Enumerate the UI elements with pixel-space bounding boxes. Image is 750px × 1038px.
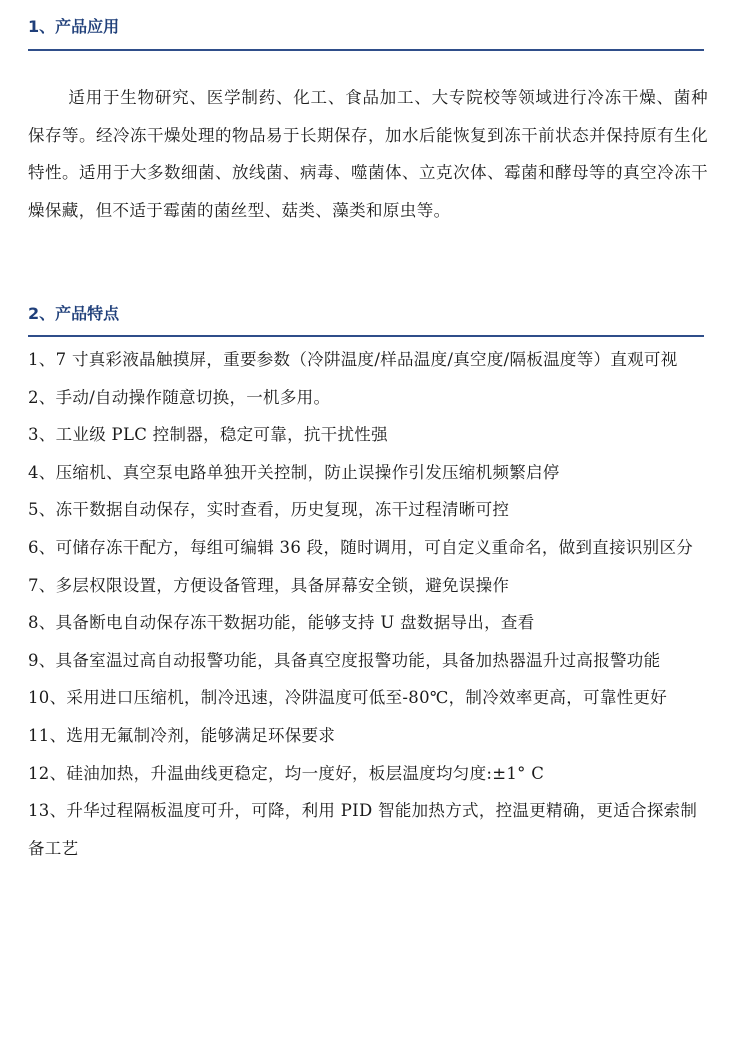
list-item: 8、具备断电自动保存冻干数据功能，能够支持 U 盘数据导出，查看 [28,613,535,633]
list-item: 11、选用无氟制冷剂，能够满足环保要求 [28,725,336,745]
list-item: 10、采用进口压缩机，制冷迅速，冷阱温度可低至-80℃，制冷效率更高，可靠性更好 [28,688,668,708]
section-divider [28,335,704,337]
list-item: 9、具备室温过高自动报警功能，具备真空度报警功能，具备加热器温升过高报警功能 [28,650,661,670]
application-text: 适用于生物研究、医学制药、化工、食品加工、大专院校等领域进行冷冻干燥、菌种保存等。经冷冻干燥处理的物品易于长期保存，加水后能恢复到冻干前状态并保持原有生化特性。适用于大多数细菌、放线菌、病毒、噬菌体、立克次体、霉菌和酵母等的真空冷冻干燥保藏，但不适于霉菌的菌丝型、菇类、藻类和原虫等。 [28,88,708,220]
section-heading-features: 2、产品特点 [28,304,120,323]
section-divider [28,49,704,51]
list-item: 4、压缩机、真空泵电路单独开关控制，防止误操作引发压缩机频繁启停 [28,462,560,482]
list-item: 3、工业级 PLC 控制器，稳定可靠，抗干扰性强 [28,425,388,445]
list-item: 1、7 寸真彩液晶触摸屏，重要参数（冷阱温度/样品温度/真空度/隔板温度等）直观可视 [28,350,678,369]
section-heading-application: 1、产品应用 [28,17,120,36]
list-item: 6、可储存冻干配方，每组可编辑 36 段，随时调用，可自定义重命名，做到直接识别区分 [28,537,694,557]
feature-list [28,341,712,867]
list-item: 13、升华过程隔板温度可升，可降，利用 PID 智能加热方式，控温更精确，更适合探索制备工艺 [28,801,698,858]
application-paragraph [28,79,708,229]
list-item: 12、硅油加热，升温曲线更稳定，均一度好，板层温度均匀度:±1° C [28,763,545,783]
list-item: 7、多层权限设置，方便设备管理，具备屏幕安全锁，避免误操作 [28,575,510,595]
list-item: 5、冻干数据自动保存，实时查看，历史复现，冻干过程清晰可控 [28,500,510,520]
list-item: 2、手动/自动操作随意切换，一机多用。 [28,387,331,407]
